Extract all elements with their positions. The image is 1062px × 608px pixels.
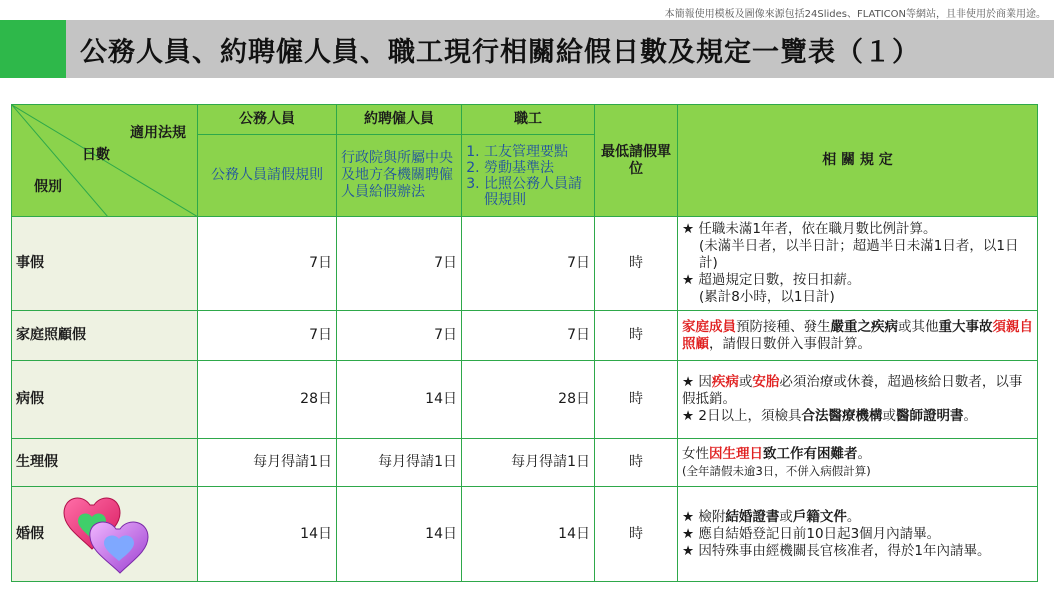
leave-type: 事假 [12, 217, 198, 311]
law-workers [462, 135, 595, 217]
rule-fragment: 或 [882, 408, 896, 424]
col-header-rules: 相 關 規 定 [678, 105, 1038, 217]
rule-text [678, 217, 1038, 311]
days-contract-staff: 7日 [337, 311, 462, 361]
rule-fragment: ★ 2日以上，須檢具 [682, 408, 802, 424]
days-civil-servant: 每月得請1日 [198, 439, 337, 487]
rule-fragment: 或 [738, 374, 753, 390]
leave-type: 婚假 [12, 487, 198, 582]
law-workers-item: 1. 工友管理要點 [484, 144, 590, 160]
min-unit: 時 [595, 487, 678, 582]
rule-highlight: 疾病 [711, 374, 739, 390]
header-corner-cell [12, 105, 198, 217]
rule-fragment: 或 [779, 508, 793, 525]
days-civil-servant: 14日 [198, 487, 337, 582]
rule-fragment: 必須治療或休養，超過核給日數者，以事假抵銷。 [682, 374, 1023, 407]
leave-table [11, 104, 1038, 582]
rule-fragment: 或其他 [898, 318, 939, 335]
leave-type: 家庭照顧假 [12, 311, 198, 361]
rule-note: (全年請假未逾3日，不併入病假計算) [682, 463, 871, 478]
min-unit: 時 [595, 439, 678, 487]
table-row [12, 361, 1038, 439]
table-row [12, 217, 1038, 311]
days-workers: 每月得請1日 [462, 439, 595, 487]
rule-bold: 戶籍文件 [792, 508, 847, 525]
rule-bold: 致工作有困難者 [763, 445, 858, 462]
days-civil-servant: 7日 [198, 311, 337, 361]
corner-label-days: 日數 [82, 147, 110, 163]
col-header-workers: 職工 [462, 105, 595, 135]
leave-type: 生理假 [12, 439, 198, 487]
law-civil-servant: 公務人員請假規則 [198, 135, 337, 217]
rule-fragment: 。 [963, 408, 977, 424]
rule-line: ★ 因特殊事由經機關長官核准者，得於1年內請畢。 [682, 542, 991, 559]
col-header-min-unit: 最低請假單位 [595, 105, 678, 217]
page-title: 公務人員、約聘僱人員、職工現行相關給假日數及規定一覽表（１） [80, 36, 920, 68]
rule-line [682, 408, 1033, 425]
rule-highlight: 須親自照顧 [682, 318, 1033, 352]
rule-highlight: 安胎 [752, 374, 780, 390]
table-row [12, 439, 1038, 487]
rule-note: (累計8小時，以1日計) [699, 289, 835, 305]
rule-line [682, 374, 1033, 408]
rule-fragment: ，請假日數併入事假計算。 [709, 335, 871, 352]
days-contract-staff: 7日 [337, 217, 462, 311]
rule-fragment: ★ 檢附 [682, 508, 726, 525]
rule-highlight: 家庭成員 [682, 318, 736, 335]
min-unit: 時 [595, 311, 678, 361]
rule-text [678, 311, 1038, 361]
days-contract-staff: 每月得請1日 [337, 439, 462, 487]
rule-fragment: 。 [846, 508, 861, 525]
footnote: 本簡報使用模板及圖像來源包括24Slides、FLATICON等網站，且非使用於商業用途。 [664, 9, 1046, 20]
leave-type: 病假 [12, 361, 198, 439]
days-civil-servant: 7日 [198, 217, 337, 311]
days-workers: 7日 [462, 217, 595, 311]
col-header-contract-staff: 約聘僱人員 [337, 105, 462, 135]
rule-bold: 嚴重之疾病 [830, 318, 898, 335]
min-unit: 時 [595, 361, 678, 439]
days-contract-staff: 14日 [337, 361, 462, 439]
rule-bold: 結婚證書 [725, 508, 780, 525]
rule-fragment: ★ 因 [682, 374, 712, 390]
rule-line [682, 446, 1033, 463]
corner-label-leave-type: 假別 [34, 179, 62, 195]
law-workers-list [466, 144, 590, 208]
rule-line: ★ 超過規定日數，按日扣薪。 [682, 272, 861, 288]
table-row [12, 487, 1038, 582]
rule-bold: 合法醫療機構 [801, 408, 883, 424]
rule-bold: 重大事故 [938, 318, 993, 335]
title-bar [66, 20, 1054, 78]
rule-text [678, 361, 1038, 439]
days-contract-staff: 14日 [337, 487, 462, 582]
min-unit: 時 [595, 217, 678, 311]
days-workers: 7日 [462, 311, 595, 361]
rule-text [678, 439, 1038, 487]
law-contract-staff: 行政院與所屬中央及地方各機關聘僱人員給假辦法 [337, 135, 462, 217]
table-row [12, 311, 1038, 361]
rule-fragment: 預防接種、發生 [736, 318, 831, 335]
rule-bold: 醫師證明書 [895, 408, 964, 424]
title-accent-tab [0, 20, 66, 78]
days-workers: 28日 [462, 361, 595, 439]
rule-fragment: 女性 [682, 445, 709, 462]
rule-fragment: 。 [857, 445, 871, 462]
corner-label-law: 適用法規 [130, 125, 186, 141]
law-workers-item: 3. 比照公務人員請假規則 [484, 176, 590, 208]
rule-line: ★ 應自結婚登記日前10日起3個月內請畢。 [682, 525, 941, 542]
col-header-civil-servant: 公務人員 [198, 105, 337, 135]
hearts-icon [60, 495, 152, 577]
rule-line: ★ 任職未滿1年者，依在職月數比例計算。 [682, 221, 937, 237]
days-workers: 14日 [462, 487, 595, 582]
rule-text [678, 487, 1038, 582]
days-civil-servant: 28日 [198, 361, 337, 439]
rule-highlight: 因生理日 [709, 445, 763, 462]
law-workers-item: 2. 勞動基準法 [484, 160, 590, 176]
rule-line [682, 509, 1033, 526]
rule-note: (未滿半日者，以半日計；超過半日未滿1日者，以1日計) [699, 238, 1019, 271]
